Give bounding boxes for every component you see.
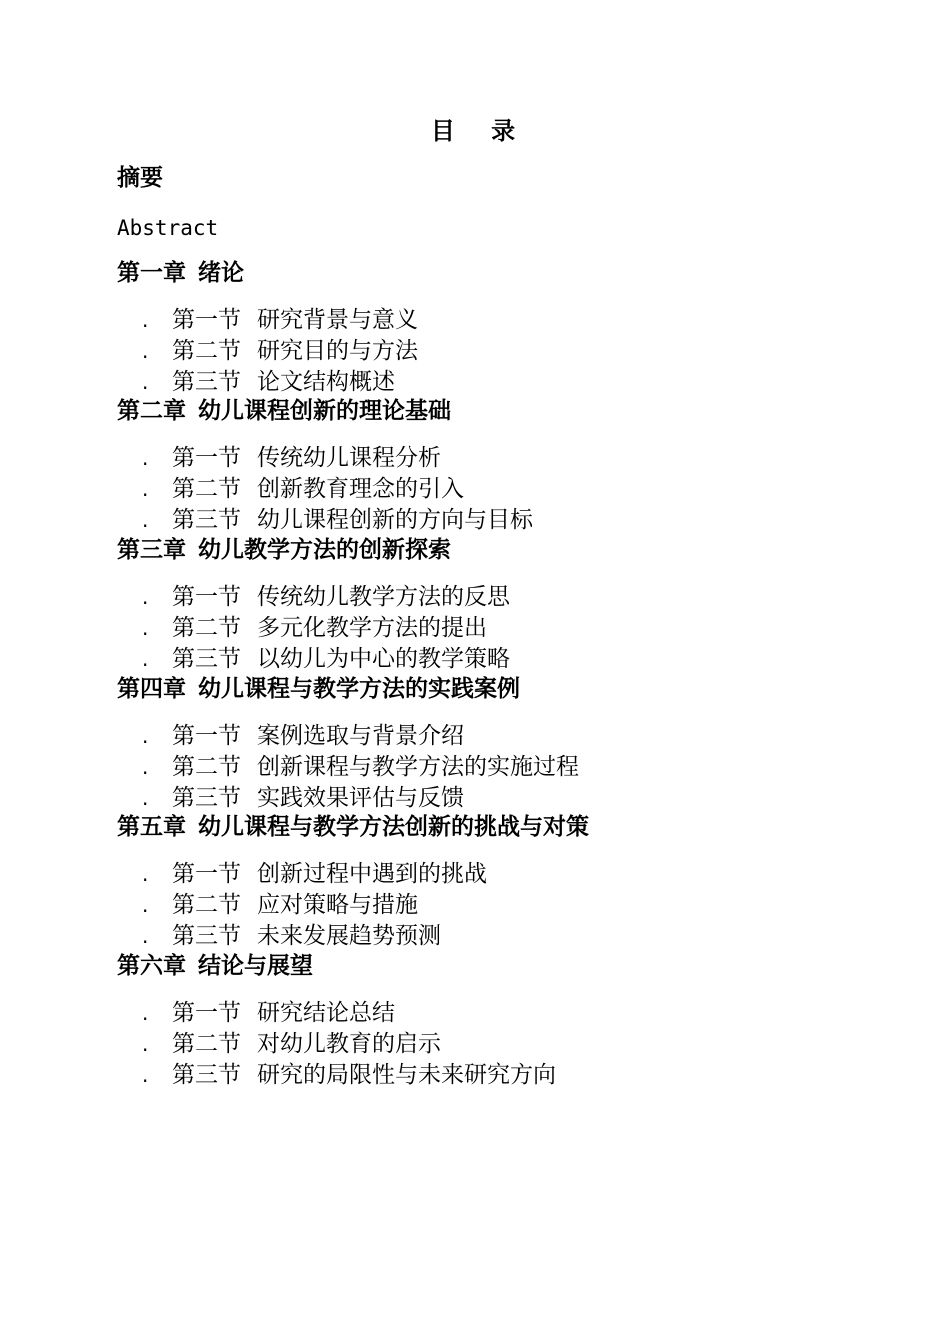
bullet-dot: . [142,308,149,332]
chapter-number: 第四章 [117,676,186,702]
section-number: 第一节 [172,307,241,333]
section-item [142,1060,556,1091]
section-item [142,998,556,1029]
section-item [142,367,418,398]
section-number: 第三节 [172,785,241,811]
chapter-title: 幼儿课程与教学方法的实践案例 [198,676,520,702]
section-number: 第一节 [172,861,241,887]
bullet-dot: . [142,446,149,470]
chapter-number: 第二章 [117,398,186,424]
section-item [142,305,418,336]
section-number: 第一节 [172,445,241,471]
section-item [142,582,510,613]
section-list [142,582,510,675]
section-list [142,859,487,952]
section-list [142,443,533,536]
section-item [142,783,579,814]
section-title: 创新过程中遇到的挑战 [257,861,487,887]
section-number: 第二节 [172,892,241,918]
section-number: 第一节 [172,723,241,749]
section-number: 第三节 [172,923,241,949]
section-list [142,998,556,1091]
bullet-dot: . [142,339,149,363]
chapter-number: 第一章 [117,260,186,286]
section-title: 以幼儿为中心的教学策略 [257,646,510,672]
bullet-dot: . [142,647,149,671]
chapter-number: 第六章 [117,953,186,979]
section-number: 第三节 [172,1062,241,1088]
bullet-dot: . [142,370,149,394]
chapter-title: 结论与展望 [198,953,313,979]
bullet-dot: . [142,893,149,917]
section-title: 创新教育理念的引入 [257,476,464,502]
bullet-dot: . [142,477,149,501]
section-item [142,505,533,536]
chapter-title: 绪论 [198,260,244,286]
bullet-dot: . [142,755,149,779]
section-title: 案例选取与背景介绍 [257,723,464,749]
section-number: 第三节 [172,369,241,395]
section-item [142,1029,556,1060]
chapter-heading [117,674,520,704]
section-title: 研究目的与方法 [257,338,418,364]
section-title: 研究结论总结 [257,1000,395,1026]
bullet-dot: . [142,585,149,609]
section-number: 第二节 [172,615,241,641]
section-number: 第二节 [172,754,241,780]
section-number: 第一节 [172,584,241,610]
section-title: 传统幼儿教学方法的反思 [257,584,510,610]
bullet-dot: . [142,508,149,532]
section-title: 未来发展趋势预测 [257,923,441,949]
chapter-heading [117,951,313,981]
section-item [142,921,487,952]
section-item [142,474,533,505]
section-item [142,859,487,890]
chapter-heading [117,258,244,288]
chapter-title: 幼儿课程与教学方法创新的挑战与对策 [198,814,589,840]
chapter-heading [117,535,451,565]
chapter-number: 第三章 [117,537,186,563]
section-item [142,336,418,367]
section-number: 第二节 [172,338,241,364]
section-title: 研究背景与意义 [257,307,418,333]
section-item [142,613,510,644]
chapter-heading [117,812,589,842]
bullet-dot: . [142,1001,149,1025]
section-number: 第三节 [172,507,241,533]
bullet-dot: . [142,924,149,948]
toc-entry-abstract-cn: 摘要 [117,165,163,191]
section-item [142,644,510,675]
section-list [142,305,418,398]
section-title: 幼儿课程创新的方向与目标 [257,507,533,533]
bullet-dot: . [142,616,149,640]
section-list [142,721,579,814]
bullet-dot: . [142,862,149,886]
toc-entry-abstract-en: Abstract [117,216,219,240]
section-title: 论文结构概述 [257,369,395,395]
section-number: 第一节 [172,1000,241,1026]
section-item [142,752,579,783]
section-title: 传统幼儿课程分析 [257,445,441,471]
bullet-dot: . [142,786,149,810]
section-number: 第二节 [172,1031,241,1057]
toc-title: 目 录 [430,117,530,145]
section-title: 创新课程与教学方法的实施过程 [257,754,579,780]
chapter-number: 第五章 [117,814,186,840]
chapter-heading [117,396,451,426]
section-title: 研究的局限性与未来研究方向 [257,1062,556,1088]
bullet-dot: . [142,724,149,748]
section-item [142,721,579,752]
section-number: 第二节 [172,476,241,502]
section-title: 多元化教学方法的提出 [257,615,487,641]
section-title: 实践效果评估与反馈 [257,785,464,811]
bullet-dot: . [142,1063,149,1087]
section-item [142,443,533,474]
section-item [142,890,487,921]
chapter-title: 幼儿课程创新的理论基础 [198,398,451,424]
bullet-dot: . [142,1032,149,1056]
section-title: 应对策略与措施 [257,892,418,918]
chapter-title: 幼儿教学方法的创新探索 [198,537,451,563]
section-title: 对幼儿教育的启示 [257,1031,441,1057]
section-number: 第三节 [172,646,241,672]
